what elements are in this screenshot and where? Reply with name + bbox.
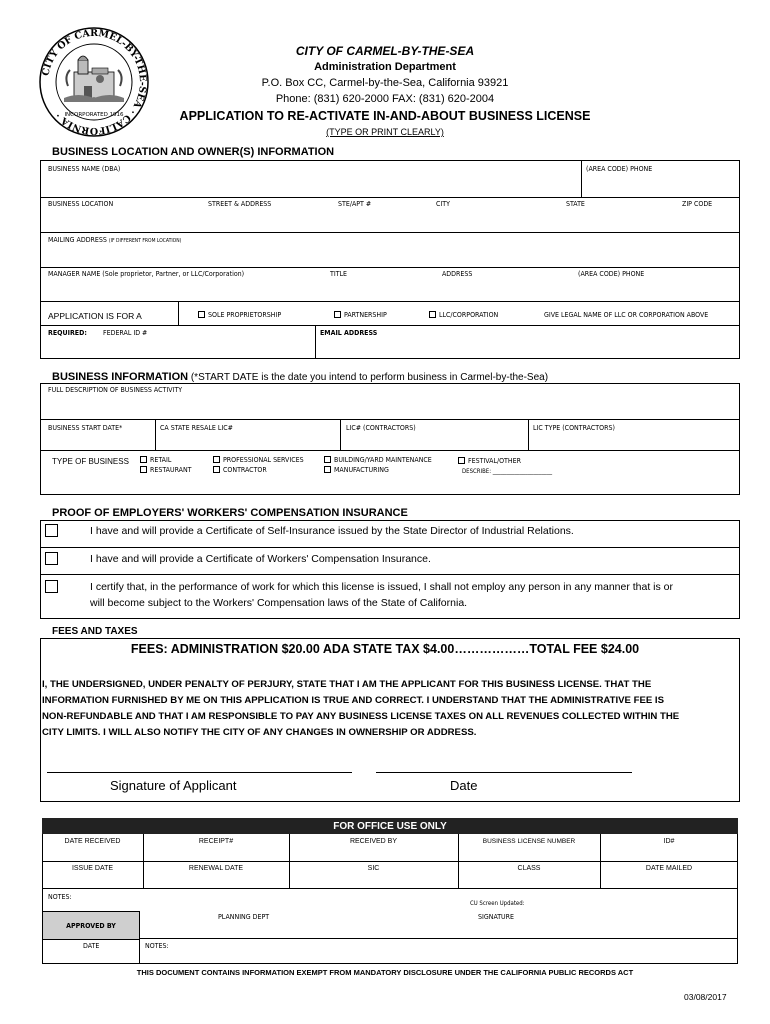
checkbox-icon [140,456,147,463]
business-section-heading: BUSINESS INFORMATION (*START DATE is the date you intend to perform business in Carmel-by-the-Sea) [52,371,549,383]
sole-proprietorship-checkbox[interactable]: SOLE PROPRIETORSHIP [198,311,281,319]
declaration-line: NON-REFUNDABLE AND THAT I AM RESPONSIBLE TO PAY ANY BUSINESS LICENSE TAXES ON ALL REVENUES COLLECTED WITHIN THE [42,711,680,722]
building-maintenance-checkbox[interactable]: BUILDING/YARD MAINTENANCE [324,456,432,464]
checkbox-icon [213,456,220,463]
checkbox-icon [198,311,205,318]
planning-dept-label: PLANNING DEPT [218,913,270,921]
form-subtitle: (TYPE OR PRINT CLEARLY) [326,127,444,137]
manager-address-label: ADDRESS [442,270,473,278]
no-employees-checkbox[interactable] [45,580,58,593]
id-field[interactable]: ID# [663,838,675,845]
ste-label: STE/APT # [338,200,372,208]
zip-label: ZIP CODE [682,200,713,208]
renewal-date-field[interactable]: RENEWAL DATE [188,865,244,872]
sic-field[interactable]: SIC [367,865,380,872]
issue-date-field[interactable]: ISSUE DATE [71,865,114,872]
form-title: APPLICATION TO RE-ACTIVATE IN-AND-ABOUT BUSINESS LICENSE [179,109,591,123]
retail-checkbox[interactable]: RETAIL [140,456,171,464]
owner-section-heading: BUSINESS LOCATION AND OWNER(S) INFORMATION [52,146,335,158]
professional-services-checkbox[interactable]: PROFESSIONAL SERVICES [213,456,304,464]
business-location-field[interactable]: BUSINESS LOCATION [48,200,114,208]
checkbox-icon [324,466,331,473]
phone-fax: Phone: (831) 620-2000 FAX: (831) 620-2004 [275,93,495,105]
email-field[interactable]: EMAIL ADDRESS [320,329,378,337]
approval-date-field[interactable]: DATE [83,942,100,950]
contractor-license-field[interactable]: LIC# (CONTRACTORS) [346,424,416,432]
signature-label: Signature of Applicant [110,778,237,793]
manufacturing-checkbox[interactable]: MANUFACTURING [324,466,389,474]
describe-field[interactable]: DESCRIBE: ______________________ [462,468,553,475]
workers-comp-checkbox[interactable] [45,552,58,565]
checkbox-icon [334,311,341,318]
fee-line: FEES: ADMINISTRATION $20.00 ADA STATE TAX $4.00………………TOTAL FEE $24.00 [130,642,640,656]
business-info-table [40,383,740,495]
received-by-field[interactable]: RECEIVED BY [349,838,398,845]
required-label: REQUIRED: [48,329,87,337]
resale-license-field[interactable]: CA STATE RESALE LIC# [160,424,233,432]
business-phone-field[interactable]: (AREA CODE) PHONE [586,165,653,173]
manager-phone-label: (AREA CODE) PHONE [578,270,645,278]
contractor-license-type-field[interactable]: LIC TYPE (CONTRACTORS) [533,424,615,432]
contractor-checkbox[interactable]: CONTRACTOR [213,466,267,474]
street-label: STREET & ADDRESS [208,200,272,208]
fees-section-heading: FEES AND TAXES [52,626,138,637]
receipt-field[interactable]: RECEIPT# [198,838,234,845]
self-insurance-checkbox[interactable] [45,524,58,537]
revision-date: 03/08/2017 [684,992,727,1002]
legal-name-note: GIVE LEGAL NAME OF LLC OR CORPORATION ABOVE [544,311,709,319]
declaration-line: INFORMATION FURNISHED BY ME ON THIS APPLICATION IS TRUE AND CORRECT. I UNDERSTAND THAT THE ADMINISTRATIVE FEE IS [42,695,664,706]
restaurant-checkbox[interactable]: RESTAURANT [140,466,192,474]
approved-by-label: APPROVED BY [66,922,116,930]
application-type-label: APPLICATION IS FOR A [48,311,142,321]
approval-signature-label: SIGNATURE [478,913,515,921]
svg-text:INCORPORATED 1916: INCORPORATED 1916 [64,112,124,118]
self-insurance-text: I have and will provide a Certificate of Self-Insurance issued by the State Director of Industrial Relations. [90,525,574,537]
declaration-line: I, THE UNDERSIGNED, UNDER PENALTY OF PERJURY, STATE THAT I AM THE APPLICANT FOR THIS BUSINESS LICENSE. THAT THE [42,679,652,690]
date-received-field[interactable]: DATE RECEIVED [64,838,121,845]
business-license-number-field[interactable]: BUSINESS LICENSE NUMBER [482,838,576,845]
date-line[interactable] [376,772,632,773]
business-name-field[interactable]: BUSINESS NAME (DBA) [48,165,121,173]
svg-text:CITY OF CARMEL-BY-THE-SEA · CA: CITY OF CARMEL-BY-THE-SEA · CALIFORNIA · [40,27,149,137]
state-label: STATE [566,200,585,208]
type-of-business-label: TYPE OF BUSINESS [52,457,129,466]
federal-id-field[interactable]: FEDERAL ID # [103,329,148,337]
business-description-field[interactable]: FULL DESCRIPTION OF BUSINESS ACTIVITY [48,386,183,394]
checkbox-icon [429,311,436,318]
office-use-heading: FOR OFFICE USE ONLY [42,818,738,834]
checkbox-icon [213,466,220,473]
class-field[interactable]: CLASS [517,865,541,872]
checkbox-icon [458,457,465,464]
approval-notes-field[interactable]: NOTES: [145,942,169,950]
workers-comp-text: I have and will provide a Certificate of Workers' Compensation Insurance. [90,553,431,565]
checkbox-icon [140,466,147,473]
festival-other-checkbox[interactable]: FESTIVAL/OTHER [458,457,521,465]
insurance-section-heading: PROOF OF EMPLOYERS' WORKERS' COMPENSATION INSURANCE [52,507,408,519]
checkbox-icon [324,456,331,463]
cu-screen-updated-field[interactable]: CU Screen Updated: [470,900,525,907]
city-label: CITY [436,200,450,208]
address: P.O. Box CC, Carmel-by-the-Sea, California 93921 [261,77,509,89]
disclaimer: THIS DOCUMENT CONTAINS INFORMATION EXEMPT FROM MANDATORY DISCLOSURE UNDER THE CALIFORNIA PUBLIC RECORDS ACT [136,968,634,977]
department: Administration Department [314,61,456,73]
no-employees-text-2: will become subject to the Workers' Compensation laws of the State of California. [90,597,468,609]
notes-field[interactable]: NOTES: [48,893,72,901]
no-employees-text-1: I certify that, in the performance of work for which this license is issued, I shall not employ any person in any manner that is or [90,581,674,593]
city-name: CITY OF CARMEL-BY-THE-SEA [295,44,475,58]
declaration [42,677,679,741]
start-date-field[interactable]: BUSINESS START DATE* [48,424,123,432]
date-mailed-field[interactable]: DATE MAILED [645,865,693,872]
date-label: Date [450,778,478,793]
manager-name-field[interactable]: MANAGER NAME (Sole proprietor, Partner, or LLC/Corporation) [48,270,245,278]
partnership-checkbox[interactable]: PARTNERSHIP [334,311,387,319]
declaration-line: CITY LIMITS. I WILL ALSO NOTIFY THE CITY OF ANY CHANGES IN OWNERSHIP OR ADDRESS. [42,727,477,738]
mailing-address-field[interactable]: MAILING ADDRESS (IF DIFFERENT FROM LOCATION) [48,236,182,244]
llc-corporation-checkbox[interactable]: LLC/CORPORATION [429,311,498,319]
title-label: TITLE [330,270,348,278]
signature-line[interactable] [47,772,352,773]
